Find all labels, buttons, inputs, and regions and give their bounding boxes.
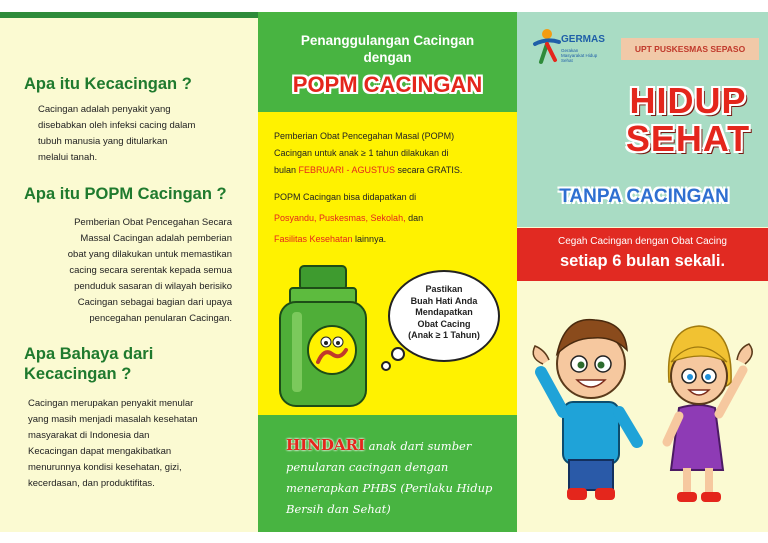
children-illustration <box>523 292 763 522</box>
text-line: Cacingan sebagai bagian dari upaya <box>77 297 232 308</box>
germas-logo-text: GERMAS <box>561 34 605 45</box>
text-line: (Anak ≥ 1 Tahun) <box>408 330 480 340</box>
text-line: melalui tanah. <box>38 152 98 163</box>
text-span: anak dari sumber <box>365 439 472 453</box>
text-span: lainnya. <box>352 234 387 244</box>
text-line <box>274 229 423 250</box>
text-line <box>286 435 506 457</box>
paragraph-kecacingan <box>38 102 195 166</box>
text-line: Cacingan untuk anak ≥ 1 tahun dilakukan di <box>274 148 449 158</box>
left-panel <box>0 12 258 532</box>
text-line: Obat Cacing <box>417 318 471 329</box>
tanpa-cacingan-subtitle: TANPA CACINGAN <box>559 186 729 207</box>
popm-info-1 <box>274 128 462 179</box>
heading-apa-itu-kecacingan: Apa itu Kecacingan ? <box>24 75 192 93</box>
text-line: pencegahan penularan Cacingan. <box>89 313 232 324</box>
text-line: yang masih menjadi masalah kesehatan <box>28 414 198 425</box>
text-line: cacing secara serentak kepada semua <box>69 265 232 276</box>
text-line: disebabkan oleh infeksi cacing dalam <box>38 120 196 131</box>
text-line: Cacingan merupakan penyakit menular <box>28 398 194 409</box>
heading-line: Kecacingan ? <box>24 365 132 383</box>
cegah-banner <box>517 228 768 281</box>
bottom-margin <box>0 532 768 543</box>
text-line: POPM Cacingan bisa didapatkan di <box>274 192 417 202</box>
popm-cacingan-title: POPM CACINGAN <box>292 72 483 97</box>
text-line: kecerdasan, dan produktifitas. <box>28 478 155 489</box>
heading-line: Apa Bahaya dari <box>24 345 154 363</box>
middle-title-line1: Penanggulangan Cacingan <box>300 33 475 48</box>
hidup-sehat-title <box>613 82 763 158</box>
text-line: penduduk sasaran di wilayah berisiko <box>74 281 232 292</box>
text-line: menurunnya kondisi kesehatan, gizi, <box>28 462 182 473</box>
text-line: Pemberian Obat Pencegahan Secara <box>74 217 232 228</box>
right-panel <box>517 12 768 532</box>
text-line <box>274 208 423 229</box>
germas-logo <box>531 26 605 66</box>
speech-bubble-text <box>390 284 498 342</box>
text-line: Mendapatkan <box>415 307 473 317</box>
text-line: Pastikan <box>425 284 463 294</box>
medicine-illustration <box>258 252 517 412</box>
title-line: HIDUP <box>629 80 747 121</box>
boy-character-icon <box>533 320 637 500</box>
middle-header <box>258 12 517 112</box>
germas-figure-icon <box>531 26 561 66</box>
text-line: Kecacingan dapat mengakibatkan <box>28 446 172 457</box>
text-line: tubuh manusia yang ditularkan <box>38 136 168 147</box>
text-line: Pemberian Obat Pencegahan Masal (POPM) <box>274 131 455 141</box>
text-line: obat yang dilakukan untuk memastikan <box>67 249 232 260</box>
girl-character-icon <box>667 326 752 502</box>
right-header <box>517 12 768 227</box>
heading-apa-bahaya <box>24 344 153 384</box>
germas-logo-subtitle: Gerakan Masyarakat Hidup Sehat <box>561 48 598 63</box>
text-line: Cacingan adalah penyakit yang <box>38 104 171 115</box>
middle-title-line2: dengan <box>363 50 412 65</box>
text-span: bulan <box>274 165 299 175</box>
facility-highlight: Fasilitas Kesehatan <box>274 234 353 244</box>
text-line: penularan cacingan dengan <box>286 460 449 474</box>
months-highlight: FEBRUARI - AGUSTUS <box>298 165 396 175</box>
text-line: Massal Cacingan adalah pemberian <box>80 233 232 244</box>
puskesmas-label: UPT PUSKESMAS SEPASO <box>621 38 759 60</box>
text-line: masyarakat di Indonesia dan <box>28 430 150 441</box>
top-margin <box>0 0 768 12</box>
text-line <box>274 162 462 179</box>
text-span: dan <box>405 213 424 223</box>
text-span: secara GRATIS. <box>395 165 463 175</box>
banner-line2: setiap 6 bulan sekali. <box>559 252 726 270</box>
popm-info-2 <box>274 187 423 250</box>
title-line: SEHAT <box>625 118 751 159</box>
text-line: Buah Hati Anda <box>410 295 478 306</box>
speech-bubble-tail-icon <box>376 346 406 376</box>
places-highlight: Posyandu, Puskesmas, Sekolah, <box>274 213 406 223</box>
text-line: menerapkan PHBS (Perilaku Hidup <box>286 481 493 495</box>
hindari-keyword: HINDARI <box>286 436 366 454</box>
banner-line1: Cegah Cacingan dengan Obat Cacing <box>557 236 727 247</box>
heading-apa-itu-popm: Apa itu POPM Cacingan ? <box>24 185 227 203</box>
paragraph-bahaya <box>28 396 198 492</box>
middle-panel <box>258 12 517 532</box>
paragraph-popm <box>36 215 232 327</box>
hindari-text <box>286 435 506 520</box>
text-line: Bersih dan Sehat) <box>286 502 391 516</box>
hindari-box <box>258 415 517 532</box>
